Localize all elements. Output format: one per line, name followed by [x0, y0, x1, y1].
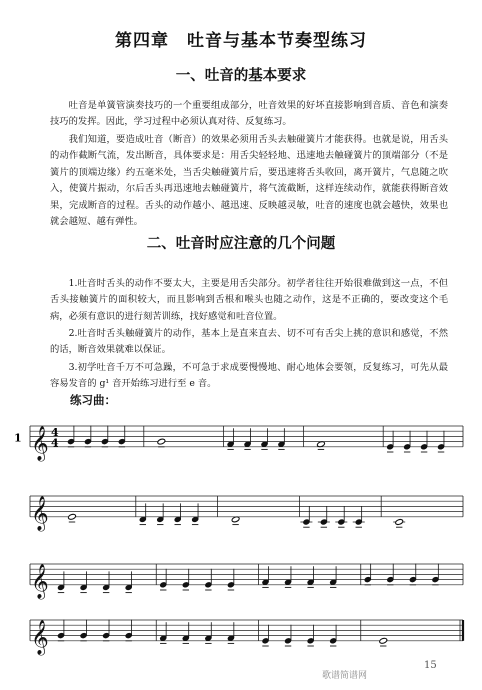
note-head [68, 513, 77, 520]
exercise-label: 练习曲： [70, 393, 116, 407]
section-title-basic-requirements: 一、吐音的基本要求 [175, 68, 307, 84]
treble-clef-icon: 𝄞 [31, 495, 49, 531]
list-item-2: 2.吐音时舌头触碰簧片的动作，基本上是直来直去、切不可有舌尖上挑的意识和感觉，不然的话，断音效果就难以保证。 [50, 328, 448, 356]
treble-clef-icon: 𝄞 [31, 563, 49, 599]
time-signature-bottom: 4 [51, 436, 59, 450]
note-head [379, 637, 388, 644]
note-head [395, 519, 404, 526]
paragraph-technique: 我们知道，要造成吐音（断音）的效果必须用舌头去触碰簧片才能获得。也就是说，用舌头的动作截断气流，发出断音，具体要求是：用舌尖轻轻地、迅速地去触碰簧片的顶端部分（不是簧片的顶端边缘）约五毫米处，当舌尖触碰簧片后，要迅速将舌头收回，离开簧片，气息随之吹入，使簧片振动，尔后舌头再迅速地去触碰簧片，将气流截断，这样连续动作，就能获得断音效果，完成断音的过程。舌头的动作越小、越迅速、反映越灵敏，吐音的速度也就会越快，效果也就会越短、越有弹性。 [50, 134, 448, 228]
chapter-title: 第四章 吐音与基本节奏型练习 [115, 31, 367, 51]
time-signature-top: 4 [51, 425, 59, 439]
treble-clef-icon: 𝄞 [31, 425, 49, 461]
exercise-number: 1 [14, 431, 22, 445]
treble-clef-icon: 𝄞 [31, 619, 49, 655]
watermark: 歌谱简谱网 [322, 671, 368, 681]
section-title-notes: 二、吐音时应注意的几个问题 [146, 236, 336, 252]
page-number: 15 [424, 660, 437, 671]
paragraph-intro: 吐音是单簧管演奏技巧的一个重要组成部分，吐音效果的好坏直接影响到音质、音色和演奏技巧的发挥。因此，学习过程中必须认真对待、反复练习。 [50, 100, 448, 128]
list-item-1: 1.吐音时舌头的动作不要太大，主要是用舌尖部分。初学者往往开始很难做到这一点，不但舌头接触簧片的面积较大，而且影响到舌根和喉头也随之动作，这是不正确的，要改变这个毛病，必须有意识的进行刻苦训练，找好感觉和吐音位置。 [50, 278, 448, 322]
note-head [157, 438, 166, 445]
list-item-3: 3.初学吐音千万不可急躁，不可急于求成要慢慢地、耐心地体会要领，反复练习，可先从最容易发音的 g¹ 音开始练习进行至 e 音。 [50, 362, 448, 390]
